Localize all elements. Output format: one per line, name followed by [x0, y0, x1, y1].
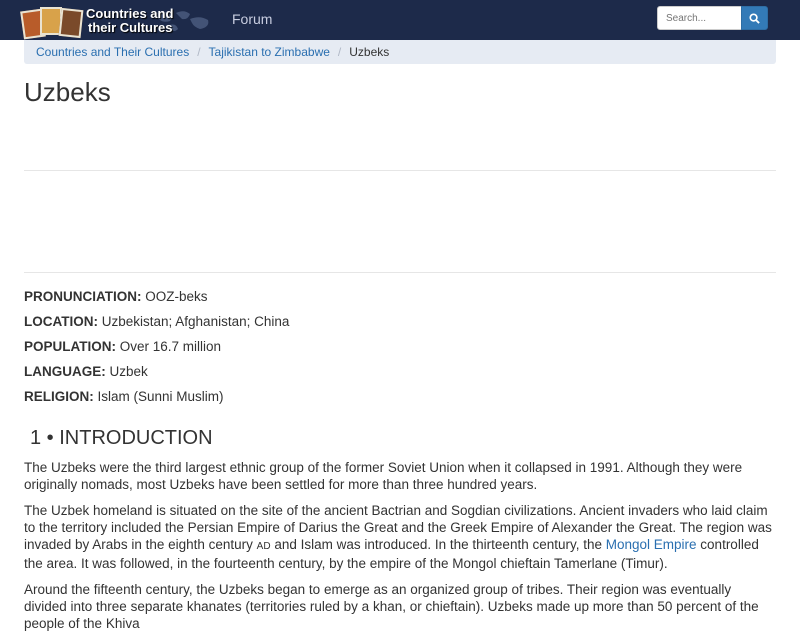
article-paragraph: Around the fifteenth century, the Uzbeks began to emerge as an organized group of tribes. Their region was eventually divided into three separate khanates (territories ruled by a khan, or chieftain). Uzbeks made up more than 50 percent of the people of the Khiva — [24, 581, 759, 632]
paragraph-text: The Uzbek homeland is situated on the site of the ancient Bactrian and Sogdian civilizations. Ancient invaders who laid claim to the territory included the Persian Empire of Darius the Great and the Greek Empire of Alexander the Great. The region was invaded by Arabs in the eighth century — [24, 502, 772, 553]
fact-label: POPULATION: — [24, 339, 116, 354]
search-icon — [749, 13, 760, 24]
breadcrumb-link-countries[interactable]: Countries and Their Cultures — [36, 45, 190, 59]
section-heading-introduction: 1 • INTRODUCTION — [30, 427, 213, 449]
breadcrumb-link-tajikistan-to-zimbabwe[interactable]: Tajikistan to Zimbabwe — [208, 45, 330, 59]
fact-label: LOCATION: — [24, 314, 98, 329]
search-input[interactable] — [657, 6, 742, 30]
breadcrumb-current: Uzbeks — [349, 45, 390, 59]
site-logo[interactable] — [20, 3, 220, 39]
article-paragraph: The Uzbeks were the third largest ethnic group of the former Soviet Union when it collapsed in 1991. Although they were originally nomads, most Uzbeks have been settled for more than three hundred years. — [24, 460, 743, 493]
forum-link[interactable]: Forum — [232, 11, 273, 27]
logo-photos-graphic — [22, 6, 84, 38]
paragraph-text: controlled the area. It was followed, in the fourteenth century, by the empire of the Mongol chieftain Tamerlane (Timur). — [24, 537, 759, 572]
fact-value: OOZ-beks — [141, 289, 208, 304]
page-title: Uzbeks — [24, 77, 111, 107]
paragraph-text: and Islam was introduced. In the thirteenth century, the — [270, 537, 606, 553]
divider — [24, 272, 776, 273]
facts-list — [24, 289, 289, 414]
fact-label: RELIGION: — [24, 389, 94, 404]
logo-text-line1: Countries and — [86, 6, 174, 21]
breadcrumb-separator: / — [197, 45, 201, 59]
fact-location — [24, 314, 289, 339]
era-abbreviation: AD — [256, 541, 271, 553]
mongol-empire-link[interactable]: Mongol Empire — [605, 537, 697, 553]
top-navbar — [0, 0, 800, 40]
breadcrumb — [24, 40, 776, 64]
breadcrumb-separator: / — [337, 45, 342, 59]
logo-photo — [59, 8, 84, 38]
search-button[interactable] — [741, 6, 768, 30]
fact-value: Over 16.7 million — [116, 339, 222, 354]
fact-label: PRONUNCIATION: — [24, 289, 142, 304]
divider — [24, 170, 776, 171]
logo-text-line2: their Cultures — [88, 20, 173, 35]
fact-value: Uzbekistan; Afghanistan; China — [98, 314, 290, 329]
article-paragraph — [24, 502, 776, 573]
fact-pronunciation — [24, 289, 289, 314]
fact-religion — [24, 389, 289, 414]
fact-language — [24, 364, 289, 389]
fact-label: LANGUAGE: — [24, 364, 106, 379]
fact-population — [24, 339, 289, 364]
fact-value: Islam (Sunni Muslim) — [93, 389, 224, 404]
logo-text — [86, 7, 173, 35]
article-body — [24, 459, 776, 641]
fact-value: Uzbek — [105, 364, 148, 379]
